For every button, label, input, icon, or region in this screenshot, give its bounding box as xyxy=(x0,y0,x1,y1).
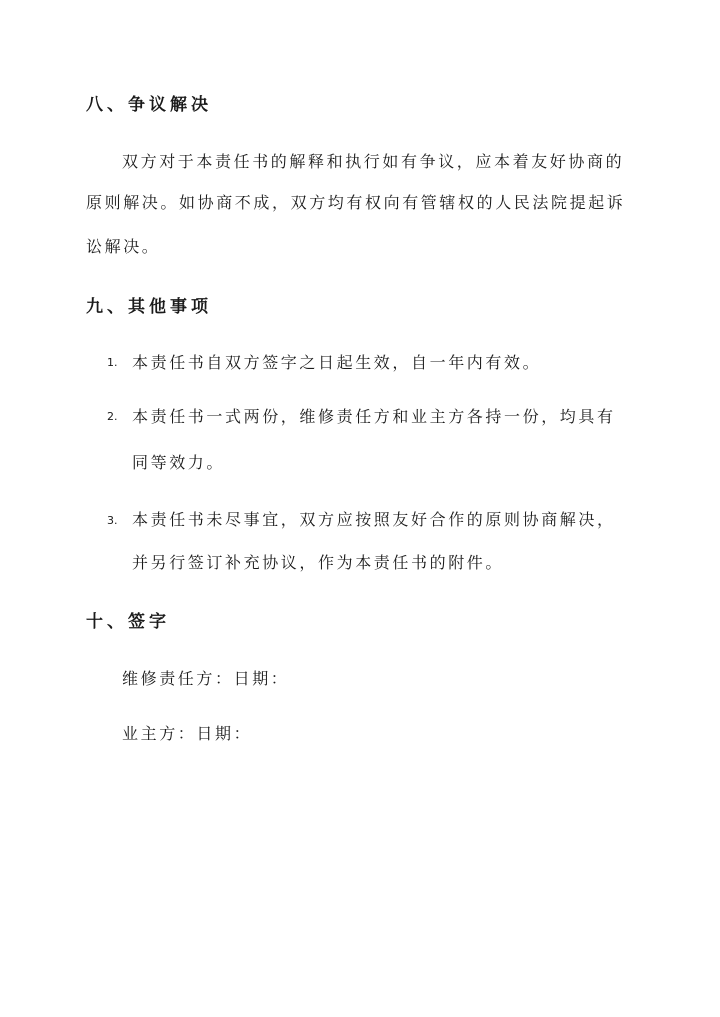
item-3-line-2: 并另行签订补充协议，作为本责任书的附件。 xyxy=(132,553,505,572)
item-1-number: 1. xyxy=(107,356,118,369)
item-2-number: 2. xyxy=(107,410,118,423)
section-9-heading: 九、其他事项 xyxy=(86,297,212,317)
item-1-line-1: 本责任书自双方签字之日起生效，自一年内有效。 xyxy=(132,353,542,372)
item-2-line-2: 同等效力。 xyxy=(132,453,226,472)
item-2-line-1: 本责任书一式两份，维修责任方和业主方各持一份，均具有 xyxy=(132,407,616,426)
section-8-line-2: 原则解决。如协商不成，双方均有权向有管辖权的人民法院提起诉 xyxy=(86,193,626,212)
section-10-heading: 十、签字 xyxy=(86,612,170,632)
signature-owner-party: 业主方：日期： xyxy=(122,724,253,743)
item-3-number: 3. xyxy=(107,514,118,527)
section-8-line-3: 讼解决。 xyxy=(86,237,161,256)
section-8-heading: 八、争议解决 xyxy=(86,95,212,115)
section-8-line-1: 双方对于本责任书的解释和执行如有争议，应本着友好协商的 xyxy=(122,152,625,171)
item-3-line-1: 本责任书未尽事宜，双方应按照友好合作的原则协商解决， xyxy=(132,510,616,529)
signature-repair-party: 维修责任方：日期： xyxy=(122,669,290,688)
